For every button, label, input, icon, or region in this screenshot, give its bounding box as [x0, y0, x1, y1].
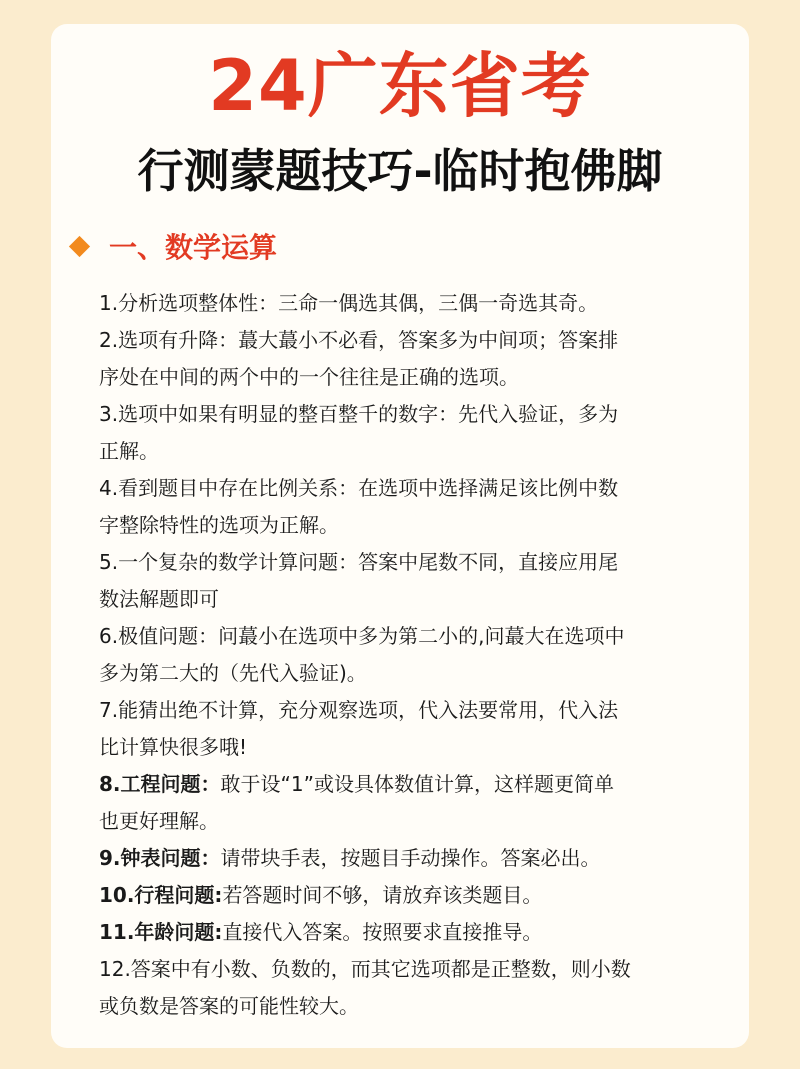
tip-item	[99, 951, 739, 1025]
tip-item	[99, 840, 739, 877]
tip-line: 2.选项有升降：蕞大蕞小不必看，答案多为中间项；答案排	[99, 328, 619, 352]
tip-line: 9.钟表问题：请带块手表，按题目手动操作。答案必出。	[99, 846, 601, 870]
page-subtitle: 行测蒙题技巧-临时抱佛脚	[137, 144, 663, 198]
tip-line: 8.工程问题：敢于设“1”或设具体数值计算，这样题更简单	[99, 772, 614, 796]
tip-item	[99, 766, 739, 840]
tip-line: 比计算快很多哦!	[99, 735, 248, 759]
tip-line: 数法解题即可	[99, 587, 219, 611]
tip-line: 多为第二大的（先代入验证)。	[99, 661, 367, 685]
tip-item	[99, 544, 739, 618]
page-title: 24广东省考	[208, 45, 592, 127]
tip-line: 也更好理解。	[99, 809, 219, 833]
section-heading	[66, 224, 277, 268]
tip-line: 或负数是答案的可能性较大。	[99, 994, 359, 1018]
tip-line: 4.看到题目中存在比例关系：在选项中选择满足该比例中数	[99, 476, 619, 500]
section-title: 一、数学运算	[109, 231, 278, 264]
tip-line: 正解。	[99, 439, 159, 463]
diamond-icon	[69, 235, 90, 256]
tip-line: 3.选项中如果有明显的整百整千的数字：先代入验证，多为	[99, 402, 619, 426]
tip-line: 序处在中间的两个中的一个往往是正确的选项。	[99, 365, 519, 389]
tip-line: 11.年龄问题:直接代入答案。按照要求直接推导。	[99, 920, 543, 944]
tip-line: 10.行程问题:若答题时间不够，请放弃该类题目。	[99, 883, 543, 907]
tip-item	[99, 618, 739, 692]
tip-item	[99, 396, 739, 470]
tip-line: 12.答案中有小数、负数的，而其它选项都是正整数，则小数	[99, 957, 631, 981]
tip-item	[99, 322, 739, 396]
tips-list	[99, 285, 739, 1025]
tip-line: 6.极值问题：问蕞小在选项中多为第二小的,问蕞大在选项中	[99, 624, 625, 648]
tip-item	[99, 692, 739, 766]
tip-item	[99, 914, 739, 951]
tip-line: 7.能猜出绝不计算，充分观察选项，代入法要常用，代入法	[99, 698, 619, 722]
tip-item	[99, 877, 739, 914]
tip-line: 5.一个复杂的数学计算问题：答案中尾数不同，直接应用尾	[99, 550, 619, 574]
tip-line: 字整除特性的选项为正解。	[99, 513, 339, 537]
tip-item	[99, 285, 739, 322]
tip-line: 1.分析选项整体性：三命一偶选其偶，三偶一奇选其奇。	[99, 291, 599, 315]
tip-item	[99, 470, 739, 544]
